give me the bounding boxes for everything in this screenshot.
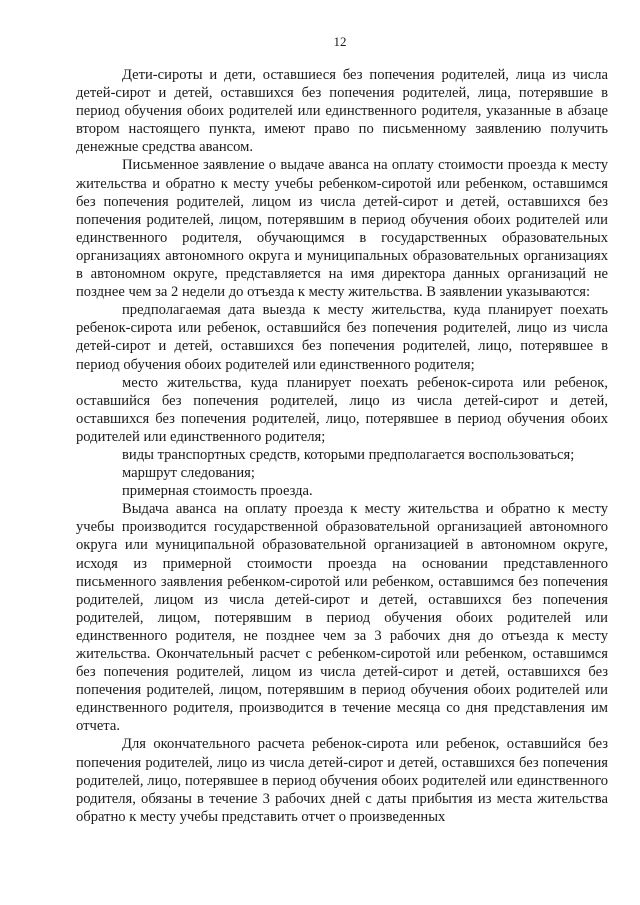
list-item-cost: примерная стоимость проезда. (122, 483, 313, 500)
list-item-transport: виды транспортных средств, которыми предполагается воспользоваться; (122, 446, 575, 463)
paragraph-final-settlement: Для окончательного расчета ребенок-сирота или ребенок, оставшийся без попечения родителей, лицо из числа детей-сирот и детей, оставшихся без попечения родителей, лицо, потерявшее в период обучения обоих родителей или единственного родителя, обязаны в течение 3 рабочих дней с даты прибытия из места жительства обратно к месту учебы представить отчет о произведенных (76, 736, 608, 825)
list-item-departure-date: предполагаемая дата выезда к месту жительства, куда планирует поехать ребенок-сирота или ребенок, оставшийся без попечения родителей, лицо из числа детей-сирот и детей, оставшихся без попечения родителей, лицо, потерявшее в период обучения обоих родителей или единственного родителя; (76, 302, 608, 373)
paragraph-advance-issue: Выдача аванса на оплату проезда к месту жительства и обратно к месту учебы производится государственной образовательной организацией автономного округа или муниципальной образовательной организацией в автономном округе, исходя из примерной стоимости проезда на основании представленного письменного заявления ребенком-сиротой или ребенком, оставшимся без попечения родителей, лицом из числа детей-сирот и детей, оставшихся без попечения родителей, лицом, потерявшим в период обучения обоих родителей или единственного родителя, не позднее чем за 3 рабочих дня до отъезда к месту жительства. Окончательный расчет с ребенком-сиротой или ребенком, оставшимся без попечения родителей, лицом из числа детей-сирот и детей, оставшихся без попечения родителей, лицом, потерявшим в период обучения обоих родителей или единственного родителя, производится в течение месяца со дня представления им отчета. (76, 501, 608, 735)
paragraph-advance-right: Дети-сироты и дети, оставшиеся без попечения родителей, лица из числа детей-сирот и детей, оставшихся без попечения родителей, лица, потерявшие в период обучения обоих родителей или единственного родителя, указанные в абзаце втором настоящего пункта, имеют право по письменному заявлению получить денежные средства авансом. (76, 67, 608, 156)
document-body (76, 66, 608, 826)
list-item-route: маршрут следования; (122, 465, 255, 482)
page-number: 12 (333, 34, 347, 49)
list-item-destination: место жительства, куда планирует поехать ребенок-сирота или ребенок, оставшийся без попечения родителей, лицо из числа детей-сирот и детей, оставшихся без попечения родителей, лицо, потерявшее в период обучения обоих родителей или единственного родителя; (76, 374, 608, 445)
paragraph-application: Письменное заявление о выдаче аванса на оплату стоимости проезда к месту жительства и обратно к месту учебы ребенком-сиротой или ребенком, оставшимся без попечения родителей, лицом из числа детей-сирот и детей, оставшихся без попечения родителей, лицом, потерявшим в период обучения обоих родителей или единственного родителя, обучающимся в государственных образовательных организациях автономного округа и муниципальных образовательных организациях в автономном округе, представляется на имя директора данных организаций не позднее чем за 2 недели до отъезда к месту жительства. В заявлении указываются: (76, 157, 608, 301)
